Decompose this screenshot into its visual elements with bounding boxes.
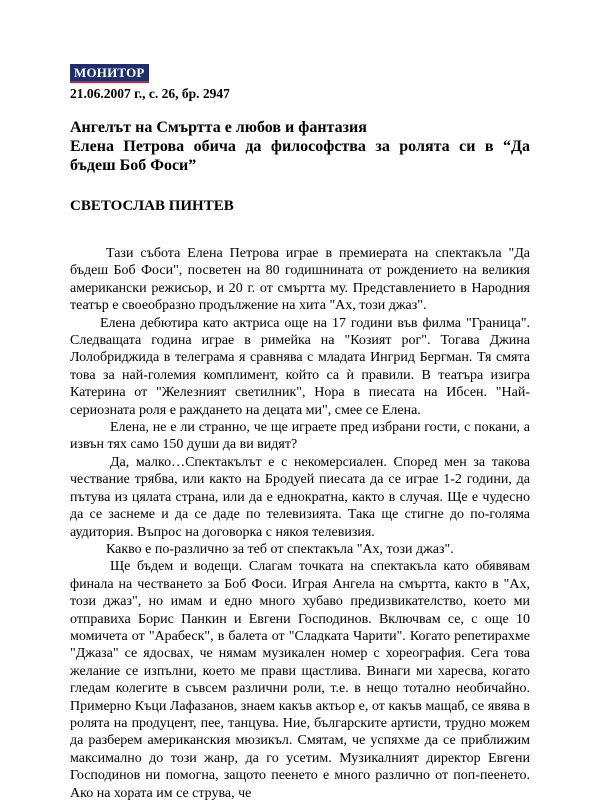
paragraph-answer-1: Да, малко…Спектакълът е с некомерсиален. Според мен за такова чествание трябва, или както на Бродуей пиесата да се играе 1-2 години, да пътува из цялата страна, или да е еднократна, както в случая. Ще е чудесно да се заснеме и да се даде по телевизията. Така ще стигне до по-голяма аудитория. Въпрос на договорка с някоя телевизия. (70, 454, 530, 540)
paragraph-question-1: Елена, не е ли странно, че ще играете пред избрани гости, с покани, а извън тях само 150 души да ви видят? (70, 420, 530, 453)
paragraph-question-2: Какво е по-различно за теб от спектакъла "Ах, този джаз". (106, 541, 454, 557)
author-name: СВЕТОСЛАВ ПИНТЕВ (70, 198, 234, 214)
headline-line-1: Ангелът на Смъртта е любов и фантазия (70, 119, 367, 136)
article-headline (70, 118, 530, 175)
article-body (70, 245, 530, 802)
paragraph-answer-2: Ще бъдем и водещи. Слагам точката на спектакъла като обявявам финала на чествaнето за Боб Фоси. Играя Ангела на смъртта, както в "Ах, този джаз", но имам и едно много хубаво предизвикателство, което ми отправиха Борис Панкин и Евгени Господинов. Включвам се, с още 10 момичета от "Арабеск", в балета от "Сладката Чарити". Когато репетирахме "Джаза" се ядосвах, че нямам музикален номер с хореография. Сега това желание се изпълни, което ме прави щастлива. Винаги ми харесва, когато гледам колегите в съвсем различни роли, т.е. в нещо тотално необичайно. Примерно Къци Лафазанов, знаем какъв актьор е, от какъв мащаб, се явява в ролята на продуцент, пее, танцува. Ние, българските артисти, трудно можем да разберем американския мюзикъл. Смятам, че успяхме да се приближим максимално до този жанр, да го усетим. Музикалният директор Евгени Господинов ни помогна, защото пеенето е много различно от поп-пеенето. Ако на хората им се струва, че (70, 559, 530, 801)
paragraph-intro: Тази събота Елена Петрова играе в премиерата на спектакъла "Да бъдеш Боб Фоси", посветен на 80 годишнината от рождението на великия американски режисьор, и 20 г. от смъртта му. Представлението в Народния театър е своеобразно продължение на хита "Ах, този джаз". (70, 246, 530, 314)
article-page (70, 64, 530, 802)
headline-line-2: Елена Петрова обича да философства за ролята си в “Да бъдеш Боб Фоси” (70, 138, 530, 174)
paragraph-bio: Елена дебютира като актриса още на 17 години във филма "Граница". Следващата година играе в римейка на "Козият рог". Тогава Джина Лолобриджида в телеграма я сравнява с младата Ингрид Бергман. Тя смята това за най-големия комплимент, който са ѝ правили. В театъра изигра Катерина от "Железният светилник", Нора в пиесата на Ибсен. "Най-сериозната роля е раждането на децата ми", смее се Елена. (70, 315, 530, 418)
newspaper-logo: МОНИТОР (70, 64, 149, 83)
issue-info: 21.06.2007 г., с. 26, бр. 2947 (70, 86, 230, 101)
